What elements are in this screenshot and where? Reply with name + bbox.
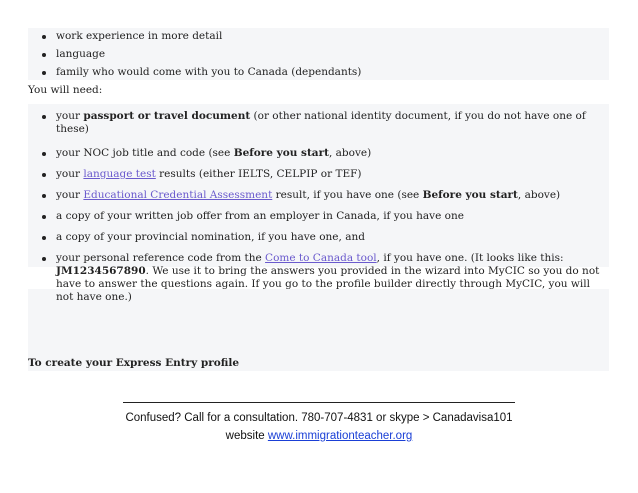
list-item: work experience in more detail [26, 30, 606, 43]
list-item: family who would come with you to Canada (dependants) [26, 66, 606, 79]
you-will-need-label: You will need: [28, 84, 103, 96]
list-item-noc: your NOC job title and code (see Before you start, above) [26, 147, 606, 160]
language-test-link[interactable]: language test [83, 168, 156, 180]
website-link[interactable]: www.immigrationteacher.org [267, 430, 413, 442]
come-to-canada-tool-link[interactable]: Come to Canada tool [265, 252, 377, 264]
required-documents-list [26, 110, 606, 312]
educational-credential-assessment-link[interactable]: Educational Credential Assessment [83, 189, 273, 201]
footer-website: website www.immigrationteacher.org [225, 430, 413, 442]
list-item-job-offer: a copy of your written job offer from an employer in Canada, if you have one [26, 210, 606, 223]
footer-divider [123, 402, 515, 403]
list-item-provincial-nomination: a copy of your provincial nomination, if you have one, and [26, 231, 606, 244]
list-item-language-test: your language test results (either IELTS, CELPIP or TEF) [26, 168, 606, 181]
list-item: language [26, 48, 606, 61]
list-item-passport: your passport or travel document (or other national identity document, if you do not have one of these) [26, 110, 606, 136]
profile-info-list [26, 30, 606, 84]
footer-contact-text: Confused? Call for a consultation. 780-707-4831 or skype > Canadavisa101 [125, 412, 513, 424]
section-heading: To create your Express Entry profile [28, 357, 240, 369]
list-item-eca: your Educational Credential Assessment result, if you have one (see Before you start, above) [26, 189, 606, 202]
list-item-reference-code: your personal reference code from the Come to Canada tool, if you have one. (It looks like this: JM1234567890. We use it to bring the answers you provided in the wizard into MyCIC so you do not have to answer the questions again. If you go to the profile builder directly through MyCIC, you will not have one.) [26, 252, 606, 304]
